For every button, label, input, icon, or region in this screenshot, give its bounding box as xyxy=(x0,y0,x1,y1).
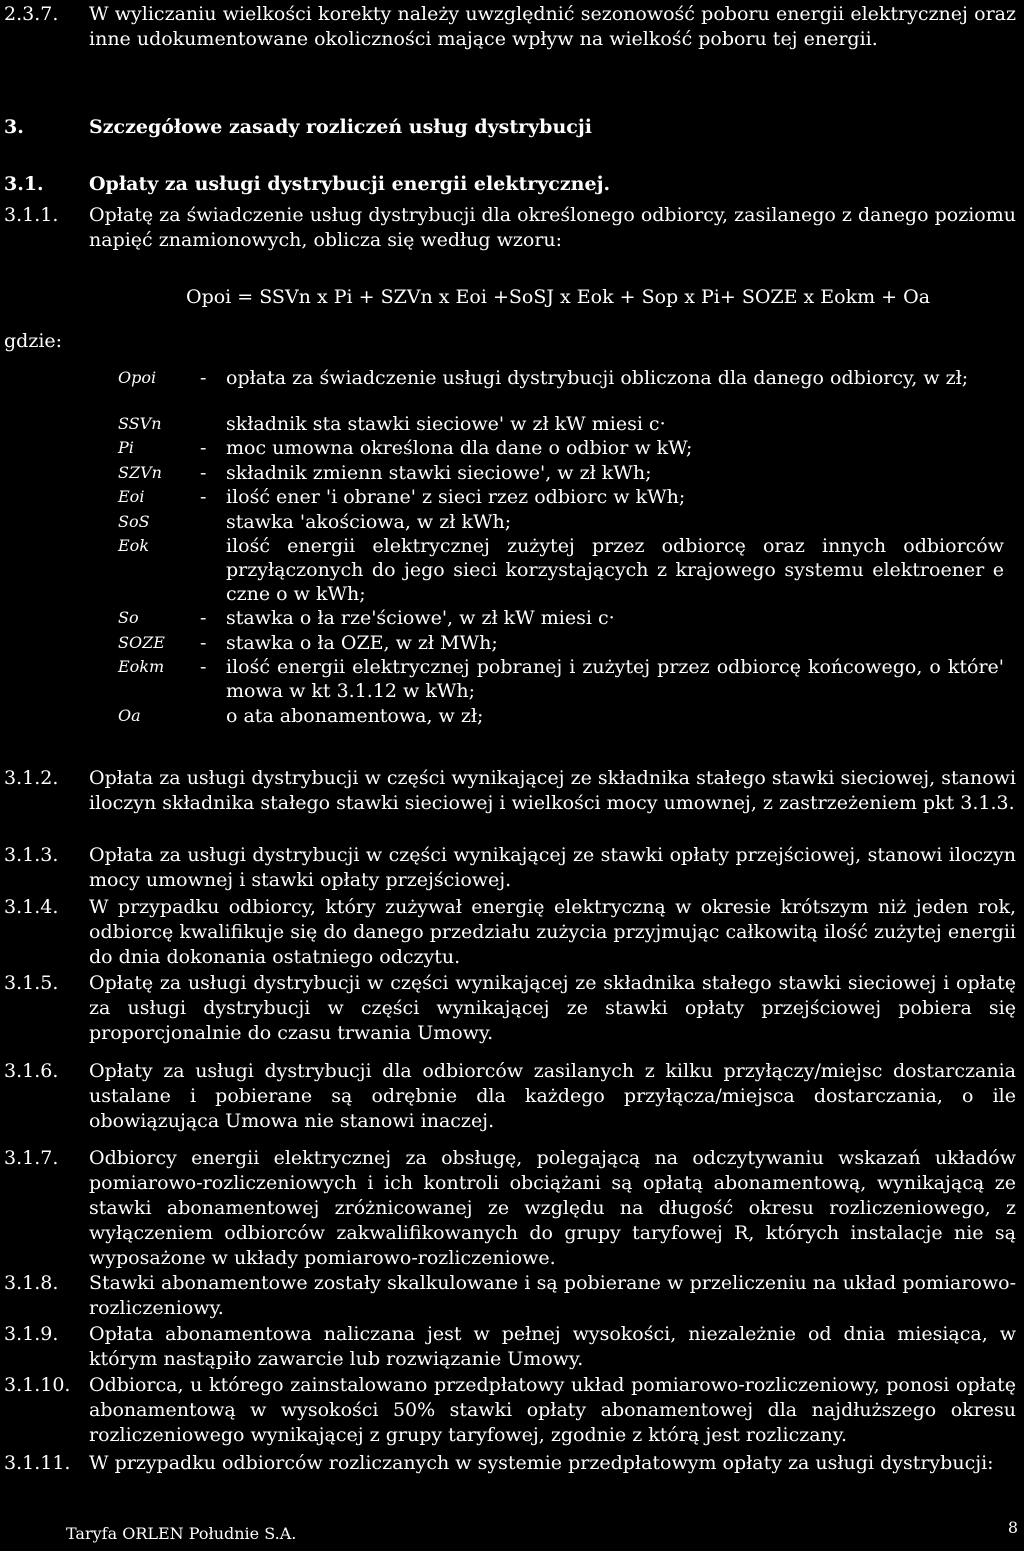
definition-symbol: Eokm xyxy=(118,657,165,676)
definition-dash: - xyxy=(200,462,207,484)
definition-symbol: SZVn xyxy=(118,463,162,482)
paragraph-number: 3.1.10. xyxy=(4,1374,71,1396)
definition-symbol: Opoi xyxy=(118,368,157,387)
paragraph-text: Opłaty za usługi dystrybucji dla odbiorców zasilanych z kilku przyłączy/miejsc dostarczania ustalane i pobierane są odrębnie dla każdego przyłącza/miejsca dostarczania, o ile obowiązująca Umowa nie stanowi inaczej. xyxy=(89,1060,1016,1132)
definition-dash: - xyxy=(200,632,207,654)
paragraph-number: 3.1.5. xyxy=(4,972,59,994)
section-title: Opłaty za usługi dystrybucji energii elektrycznej. xyxy=(89,173,611,195)
paragraph-text: Odbiorca, u którego zainstalowano przedpłatowy układ pomiarowo-rozliczeniowy, ponosi opłatę abonamentową w wysokości 50% stawki opłaty abonamentowej dla najdłuższego okresu rozliczeniowego wynikającej z grupy taryfowej, zgodnie z którą jest rozliczany. xyxy=(89,1374,1016,1446)
definition-symbol: Eoi xyxy=(118,487,145,506)
paragraph-text: W wyliczaniu wielkości korekty należy uwzględnić sezonowość poboru energii elektrycznej oraz inne udokumentowane okoliczności mające wpływ na wielkość poboru tej energii. xyxy=(89,3,1016,50)
paragraph-text: W przypadku odbiorcy, który zużywał energię elektryczną w okresie krótszym niż jeden rok, odbiorcę kwalifikuje się do danego przedziału zużycia przyjmując całkowitą ilość zużytej energii do dnia dokonania ostatniego odczytu. xyxy=(89,896,1016,968)
definition-symbol: Pi xyxy=(118,438,134,457)
paragraph-text: Stawki abonamentowe zostały skalkulowane i są pobierane w przeliczeniu na układ pomiarowo-rozliczeniowy. xyxy=(89,1272,1016,1319)
footer-title: Taryfa ORLEN Południe S.A. xyxy=(66,1524,297,1543)
definition-text: ilość energii elektrycznej pobranej i zużytej przez odbiorcę końcowego, o które' mowa w kt 3.1.12 w kWh; xyxy=(226,656,1004,702)
paragraph-number: 3.1.7. xyxy=(4,1147,59,1169)
definition-symbol: SOZE xyxy=(118,633,165,652)
definition-text: o ata abonamentowa, w zł; xyxy=(226,705,484,727)
gdzie-label: gdzie: xyxy=(4,330,63,352)
definition-text: składnik zmienn stawki sieciowe', w zł kWh; xyxy=(226,462,652,484)
paragraph-text: Opłatę za świadczenie usług dystrybucji dla określonego odbiorcy, zasilanego z danego poziomu napięć znamionowych, oblicza się według wzoru: xyxy=(89,204,1016,251)
definition-text: ilość ener 'i obrane' z sieci rzez odbiorc w kWh; xyxy=(226,486,686,508)
paragraph-number: 3.1.11. xyxy=(4,1452,71,1474)
page-number: 8 xyxy=(1007,1518,1018,1537)
paragraph-number: 3.1.6. xyxy=(4,1060,59,1082)
paragraph-text: Opłata abonamentowa naliczana jest w pełnej wysokości, niezależnie od dnia miesiąca, w którym nastąpiło zawarcie lub rozwiązanie Umowy. xyxy=(89,1323,1016,1370)
paragraph-text: Opłatę za usługi dystrybucji w części wynikającej ze składnika stałego stawki sieciowej i opłatę za usługi dystrybucji w części wynikającej ze stawki opłaty przejściowej pobiera się proporcjonalnie do czasu trwania Umowy. xyxy=(89,972,1016,1044)
definition-symbol: SoS xyxy=(118,512,150,531)
definition-text: moc umowna określona dla dane o odbior w kW; xyxy=(226,437,693,459)
definition-symbol: Eok xyxy=(118,536,150,555)
definition-text: składnik sta stawki sieciowe' w zł kW miesi c· xyxy=(226,413,666,435)
definition-text: ilość energii elektrycznej zużytej przez odbiorcę oraz innych odbiorców przyłączonych do jego sieci korzystających z krajowego systemu elektroener e czne o w kWh; xyxy=(226,535,1004,605)
section-number: 3.1. xyxy=(4,173,44,195)
definition-dash: - xyxy=(200,437,207,459)
paragraph-text: Odbiorcy energii elektrycznej za obsługę, polegającą na odczytywaniu wskazań układów pomiarowo-rozliczeniowych i ich kontroli obciążani są opłatą abonamentową, wynikającą ze stawki abonamentowej zróżnicowanej ze względu na długość okresu rozliczeniowego, z wyłączeniem odbiorców zakwalifikowanych do grupy taryfowej R, których instalacje nie są wyposażone w układy pomiarowo-rozliczeniowe. xyxy=(89,1147,1016,1269)
formula: Opoi = SSVn x Pi + SZVn x Eoi +SoSJ x Eok + Sop x Pi+ SOZE x Eokm + Oa xyxy=(186,286,931,308)
definition-dash: - xyxy=(200,656,207,678)
paragraph-number: 3.1.1. xyxy=(4,204,59,226)
section-number: 3. xyxy=(4,116,24,138)
paragraph-number: 3.1.2. xyxy=(4,767,59,789)
definition-dash: - xyxy=(200,607,207,629)
definition-symbol: Oa xyxy=(118,706,141,725)
paragraph-number: 3.1.8. xyxy=(4,1272,59,1294)
paragraph-number: 3.1.4. xyxy=(4,896,59,918)
paragraph-text: Opłata za usługi dystrybucji w części wynikającej ze składnika stałego stawki sieciowej, stanowi iloczyn składnika stałego stawki sieciowej i wielkości mocy umownej, z zastrzeżeniem pkt 3.1.3. xyxy=(89,767,1016,814)
paragraph-number: 2.3.7. xyxy=(4,3,59,25)
definition-symbol: So xyxy=(118,608,139,627)
definition-text: stawka o ła OZE, w zł MWh; xyxy=(226,632,498,654)
section-title: Szczegółowe zasady rozliczeń usług dystrybucji xyxy=(89,116,592,138)
definition-dash: - xyxy=(200,486,207,508)
paragraph-number: 3.1.3. xyxy=(4,844,59,866)
paragraph-number: 3.1.9. xyxy=(4,1323,59,1345)
definition-text: stawka o ła rze'ściowe', w zł kW miesi c· xyxy=(226,607,615,629)
definition-dash: - xyxy=(200,367,207,389)
paragraph-text: Opłata za usługi dystrybucji w części wynikającej ze stawki opłaty przejściowej, stanowi iloczyn mocy umownej i stawki opłaty przejściowej. xyxy=(89,844,1016,891)
paragraph-text: W przypadku odbiorców rozliczanych w systemie przedpłatowym opłaty za usługi dystrybucji: xyxy=(89,1452,994,1474)
definition-symbol: SSVn xyxy=(118,414,162,433)
definition-text: opłata za świadczenie usługi dystrybucji obliczona dla danego odbiorcy, w zł; xyxy=(226,367,969,389)
definition-text: stawka 'akościowa, w zł kWh; xyxy=(226,511,512,533)
